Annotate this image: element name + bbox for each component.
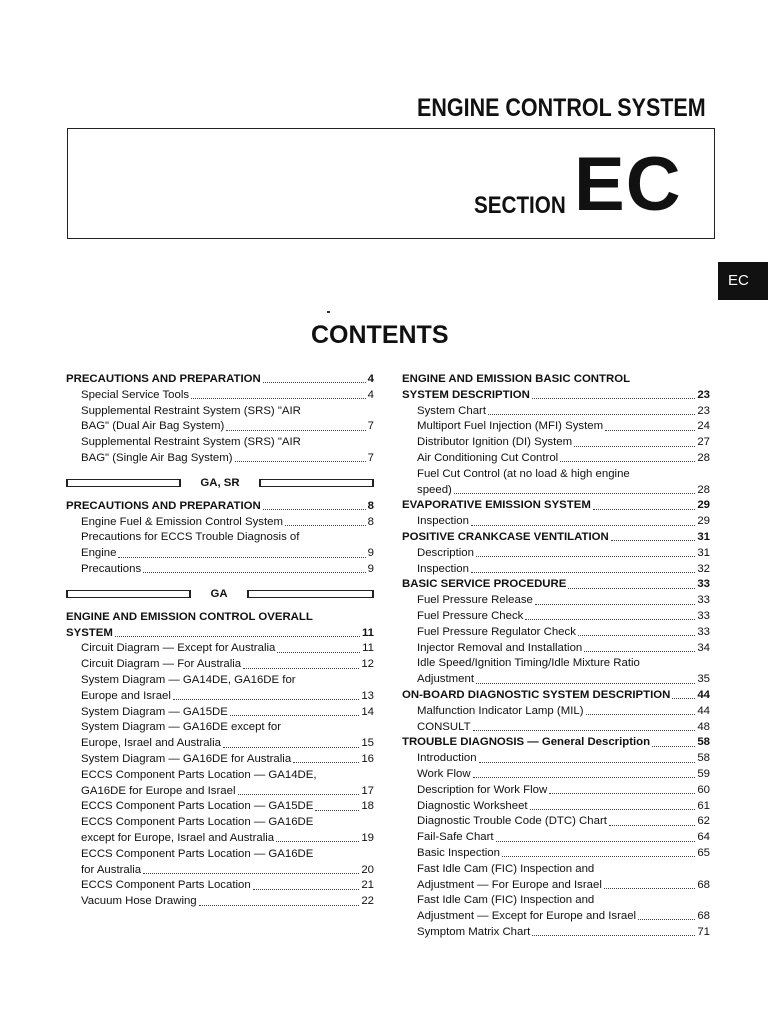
- toc-page-number: 23: [697, 404, 710, 417]
- toc-page-number: 17: [361, 784, 374, 797]
- toc-entry-title: Vacuum Hose Drawing: [81, 895, 197, 908]
- dot-leader: [496, 841, 696, 842]
- toc-page-number: 11: [361, 626, 374, 639]
- toc-page-number: 64: [697, 831, 710, 844]
- dot-leader: [293, 762, 359, 763]
- toc-page-number: 33: [697, 609, 710, 622]
- toc-section-heading: ENGINE AND EMISSION CONTROL OVERALL: [66, 610, 313, 623]
- toc-entry[interactable]: [402, 451, 710, 467]
- toc-left-column: [66, 372, 374, 910]
- toc-entry[interactable]: [402, 814, 710, 830]
- toc-entry-title: Engine Fuel & Emission Control System: [81, 515, 283, 528]
- divider-bar: [66, 479, 181, 487]
- toc-entry-title: CONSULT: [417, 720, 471, 733]
- toc-entry-title: Diagnostic Trouble Code (DTC) Chart: [417, 815, 607, 828]
- toc-entry-title: Malfunction Indicator Lamp (MIL): [417, 704, 584, 717]
- toc-entry[interactable]: [402, 514, 710, 530]
- toc-entry[interactable]: [402, 609, 710, 625]
- toc-entry-title: SYSTEM DESCRIPTION: [402, 388, 530, 401]
- dot-leader: [143, 873, 359, 874]
- engine-group-divider: [66, 578, 374, 610]
- toc-section-heading[interactable]: [402, 530, 710, 546]
- toc-entry-title: speed): [417, 483, 452, 496]
- toc-entry-title: for Australia: [81, 863, 142, 876]
- toc-entry-title: Inspection: [417, 515, 469, 528]
- toc-entry: Fast Idle Cam (FIC) Inspection and: [417, 894, 595, 907]
- toc-entry[interactable]: [402, 751, 710, 767]
- toc-page-number: 62: [697, 815, 710, 828]
- toc-entry-title: Injector Removal and Installation: [417, 641, 583, 654]
- dot-leader: [560, 461, 695, 462]
- toc-entry-title: Fail-Safe Chart: [417, 831, 494, 844]
- toc-entry[interactable]: [66, 546, 374, 562]
- dot-leader: [223, 747, 359, 748]
- toc-entry-title: System Diagram — GA16DE for Australia: [81, 752, 292, 765]
- toc-entry-title: ON-BOARD DIAGNOSTIC SYSTEM DESCRIPTION: [402, 688, 671, 701]
- toc-page-number: 7: [367, 451, 374, 464]
- toc-entry: Supplemental Restraint System (SRS) "AIR: [81, 436, 301, 449]
- section-label: SECTION: [474, 192, 566, 219]
- toc-page-number: 13: [361, 689, 374, 702]
- toc-page-number: 48: [697, 720, 710, 733]
- dot-leader: [473, 777, 696, 778]
- toc-entry[interactable]: [402, 435, 710, 451]
- toc-entry-title: Circuit Diagram — For Australia: [81, 658, 242, 671]
- toc-page-number: 8: [367, 499, 374, 512]
- dot-leader: [574, 446, 695, 447]
- toc-page-number: 4: [367, 388, 374, 401]
- toc-page-number: 31: [697, 546, 710, 559]
- toc-page-number: 19: [361, 831, 374, 844]
- dot-leader: [276, 841, 359, 842]
- dot-leader: [243, 668, 359, 669]
- dot-leader: [488, 414, 695, 415]
- toc-entry-title: BAG" (Single Air Bag System): [81, 451, 233, 464]
- toc-entry-title: Symptom Matrix Chart: [417, 925, 531, 938]
- toc-entry[interactable]: [402, 593, 710, 609]
- toc-entry[interactable]: [402, 909, 710, 925]
- toc-section-heading[interactable]: [402, 688, 710, 704]
- toc-entry-title: PRECAUTIONS AND PREPARATION: [66, 499, 261, 512]
- toc-section-heading: ENGINE AND EMISSION BASIC CONTROL: [402, 373, 631, 385]
- divider-bar: [247, 590, 374, 598]
- dot-leader: [230, 715, 359, 716]
- divider-bar: [259, 479, 374, 487]
- toc-entry[interactable]: [66, 451, 374, 467]
- toc-page-number: 58: [697, 752, 710, 765]
- dot-leader: [173, 699, 359, 700]
- toc-entry[interactable]: [402, 483, 710, 499]
- contents-heading: CONTENTS: [311, 321, 449, 349]
- toc-entry[interactable]: [402, 419, 710, 435]
- toc-entry[interactable]: [66, 894, 374, 910]
- dot-leader: [532, 398, 695, 399]
- section-tab[interactable]: EC: [718, 262, 768, 300]
- toc-entry[interactable]: [402, 672, 710, 688]
- toc-entry-title: Distributor Ignition (DI) System: [417, 436, 573, 449]
- toc-entry-title: System Chart: [417, 404, 486, 417]
- dot-leader: [238, 794, 360, 795]
- toc-entry[interactable]: [402, 562, 710, 578]
- dot-leader: [549, 793, 695, 794]
- toc-entry[interactable]: [66, 736, 374, 752]
- toc-right-column: [402, 372, 710, 941]
- dot-leader: [593, 509, 696, 510]
- dot-leader: [143, 572, 366, 573]
- dot-leader: [604, 888, 695, 889]
- toc-entry[interactable]: [66, 831, 374, 847]
- dot-leader: [454, 493, 695, 494]
- toc-page-number: 14: [361, 705, 374, 718]
- toc-entry-title: Basic Inspection: [417, 846, 500, 859]
- toc-section-heading[interactable]: [402, 735, 710, 751]
- toc-page-number: 12: [361, 658, 374, 671]
- toc-section-heading[interactable]: [66, 626, 374, 642]
- toc-entry-title: Description: [417, 546, 474, 559]
- dot-leader: [476, 683, 695, 684]
- divider-bar: [66, 590, 191, 598]
- toc-entry-title: Fuel Pressure Check: [417, 609, 524, 622]
- toc-entry-title: Special Service Tools: [81, 388, 190, 401]
- dot-leader: [115, 636, 360, 637]
- toc-entry[interactable]: [66, 562, 374, 578]
- toc-entry[interactable]: [402, 846, 710, 862]
- toc-entry[interactable]: [66, 641, 374, 657]
- toc-entry-title: ECCS Component Parts Location: [81, 879, 251, 892]
- toc-entry: System Diagram — GA16DE except for: [81, 721, 282, 734]
- toc-entry[interactable]: [402, 783, 710, 799]
- toc-entry[interactable]: [66, 515, 374, 531]
- toc-entry[interactable]: [402, 404, 710, 420]
- toc-section-heading[interactable]: [402, 498, 710, 514]
- toc-entry[interactable]: [66, 657, 374, 673]
- engine-group-divider: [66, 467, 374, 499]
- stray-dot: [327, 311, 330, 313]
- dot-leader: [118, 557, 365, 558]
- dot-leader: [235, 461, 366, 462]
- toc-entry[interactable]: [66, 799, 374, 815]
- dot-leader: [611, 540, 696, 541]
- toc-page-number: 27: [697, 436, 710, 449]
- toc-entry[interactable]: [402, 641, 710, 657]
- dot-leader: [199, 905, 360, 906]
- toc-page-number: 21: [361, 879, 374, 892]
- toc-entry: ECCS Component Parts Location — GA16DE: [81, 847, 314, 860]
- toc-section-heading[interactable]: [402, 577, 710, 593]
- dot-leader: [471, 572, 695, 573]
- toc-page-number: 32: [697, 562, 710, 575]
- toc-page-number: 18: [361, 800, 374, 813]
- toc-entry-title: PRECAUTIONS AND PREPARATION: [66, 373, 261, 385]
- toc-page-number: 9: [367, 547, 374, 560]
- toc-page-number: 16: [361, 752, 374, 765]
- toc-entry-title: Work Flow: [417, 767, 471, 780]
- toc-entry-title: Introduction: [417, 752, 477, 765]
- dot-leader: [532, 935, 695, 936]
- toc-entry: Fast Idle Cam (FIC) Inspection and: [417, 862, 595, 875]
- toc-page-number: 22: [361, 895, 374, 908]
- toc-page-number: 44: [697, 688, 710, 701]
- toc-entry: Precautions for ECCS Trouble Diagnosis of: [81, 531, 300, 544]
- toc-entry-title: Diagnostic Worksheet: [417, 799, 528, 812]
- toc-page-number: 71: [697, 925, 710, 938]
- dot-leader: [263, 382, 366, 383]
- toc-entry: Fuel Cut Control (at no load & high engine: [417, 467, 630, 480]
- toc-entry-title: Description for Work Flow: [417, 783, 548, 796]
- toc-entry[interactable]: [402, 546, 710, 562]
- toc-page-number: 11: [362, 642, 374, 655]
- toc-entry-title: BAG" (Dual Air Bag System): [81, 420, 225, 433]
- dot-leader: [479, 762, 696, 763]
- toc-entry-title: Circuit Diagram — Except for Australia: [81, 642, 276, 655]
- document-title: ENGINE CONTROL SYSTEM: [417, 94, 706, 122]
- toc-entry[interactable]: [66, 784, 374, 800]
- toc-page-number: 68: [697, 878, 710, 891]
- toc-page-number: 29: [697, 499, 710, 512]
- toc-page-number: 35: [697, 673, 710, 686]
- toc-entry-title: Engine: [81, 547, 117, 560]
- toc-entry-title: Precautions: [81, 562, 142, 575]
- toc-section-heading[interactable]: [66, 499, 374, 515]
- toc-page-number: 65: [697, 846, 710, 859]
- dot-leader: [672, 698, 695, 699]
- toc-entry[interactable]: [66, 388, 374, 404]
- toc-page-number: 34: [697, 641, 710, 654]
- toc-entry[interactable]: [66, 419, 374, 435]
- toc-page-number: 9: [367, 562, 374, 575]
- toc-page-number: 28: [697, 483, 710, 496]
- toc-page-number: 20: [361, 863, 374, 876]
- toc-section-heading[interactable]: [402, 388, 710, 404]
- toc-entry-title: Fuel Pressure Regulator Check: [417, 625, 576, 638]
- toc-entry[interactable]: [402, 799, 710, 815]
- toc-entry-title: Adjustment — For Europe and Israel: [417, 878, 602, 891]
- toc-entry: Supplemental Restraint System (SRS) "AIR: [81, 404, 301, 417]
- toc-entry[interactable]: [402, 704, 710, 720]
- toc-entry-title: SYSTEM: [66, 626, 113, 639]
- divider-label: GA, SR: [200, 476, 240, 489]
- toc-entry: Idle Speed/Ignition Timing/Idle Mixture Ratio: [417, 657, 640, 670]
- toc-entry: System Diagram — GA14DE, GA16DE for: [81, 673, 296, 686]
- toc-entry-title: except for Europe, Israel and Australia: [81, 831, 275, 844]
- toc-page-number: 7: [367, 420, 374, 433]
- toc-entry: ECCS Component Parts Location — GA16DE: [81, 816, 314, 829]
- divider-label: GA: [210, 587, 228, 600]
- toc-entry-title: BASIC SERVICE PROCEDURE: [402, 578, 567, 591]
- toc-page-number: 29: [697, 515, 710, 528]
- toc-entry[interactable]: [402, 625, 710, 641]
- dot-leader: [471, 525, 695, 526]
- toc-page-number: 15: [361, 737, 374, 750]
- toc-entry[interactable]: [402, 767, 710, 783]
- toc-entry-title: Multiport Fuel Injection (MFI) System: [417, 420, 604, 433]
- toc-page-number: 23: [697, 388, 710, 401]
- dot-leader: [568, 588, 695, 589]
- dot-leader: [473, 730, 696, 731]
- dot-leader: [584, 651, 695, 652]
- toc-section-heading[interactable]: [66, 372, 374, 388]
- dot-leader: [253, 889, 360, 890]
- toc-page-number: 59: [697, 767, 710, 780]
- toc-entry-title: Fuel Pressure Release: [417, 594, 533, 607]
- toc-entry-title: TROUBLE DIAGNOSIS — General Description: [402, 736, 651, 749]
- dot-leader: [578, 635, 695, 636]
- toc-entry-title: System Diagram — GA15DE: [81, 705, 228, 718]
- toc-page-number: 44: [697, 704, 710, 717]
- dot-leader: [191, 398, 366, 399]
- toc-page-number: 68: [697, 910, 710, 923]
- toc-entry-title: Inspection: [417, 562, 469, 575]
- dot-leader: [535, 604, 695, 605]
- dot-leader: [476, 556, 695, 557]
- toc-page-number: 33: [697, 625, 710, 638]
- toc-page-number: 33: [697, 594, 710, 607]
- toc-entry-title: Air Conditioning Cut Control: [417, 451, 559, 464]
- dot-leader: [609, 825, 695, 826]
- dot-leader: [638, 919, 695, 920]
- dot-leader: [226, 430, 365, 431]
- toc-page-number: 4: [367, 373, 374, 385]
- toc-entry[interactable]: [66, 752, 374, 768]
- toc-entry[interactable]: [66, 878, 374, 894]
- dot-leader: [502, 856, 695, 857]
- dot-leader: [263, 509, 366, 510]
- toc-entry[interactable]: [402, 720, 710, 736]
- dot-leader: [525, 619, 695, 620]
- toc-page-number: 60: [697, 783, 710, 796]
- dot-leader: [652, 746, 695, 747]
- dot-leader: [605, 430, 695, 431]
- toc-entry-title: GA16DE for Europe and Israel: [81, 784, 236, 797]
- toc-entry[interactable]: [402, 925, 710, 941]
- toc-page-number: 28: [697, 451, 710, 464]
- toc-entry[interactable]: [402, 878, 710, 894]
- toc-entry-title: Adjustment — Except for Europe and Israel: [417, 910, 637, 923]
- toc-entry-title: POSITIVE CRANKCASE VENTILATION: [402, 530, 609, 543]
- toc-page-number: 58: [697, 736, 710, 749]
- dot-leader: [315, 810, 359, 811]
- toc-entry-title: Europe, Israel and Australia: [81, 737, 221, 750]
- section-code: EC: [574, 142, 682, 227]
- toc-page-number: 33: [697, 578, 710, 591]
- toc-entry[interactable]: [402, 830, 710, 846]
- dot-leader: [285, 525, 366, 526]
- toc-entry-title: ECCS Component Parts Location — GA15DE: [81, 800, 314, 813]
- dot-leader: [586, 714, 696, 715]
- toc-page-number: 61: [697, 799, 710, 812]
- toc-entry-title: Europe and Israel: [81, 689, 171, 702]
- toc-entry-title: Adjustment: [417, 673, 474, 686]
- dot-leader: [277, 652, 360, 653]
- toc-entry[interactable]: [66, 705, 374, 721]
- toc-entry: ECCS Component Parts Location — GA14DE,: [81, 768, 317, 781]
- toc-page-number: 31: [697, 530, 710, 543]
- dot-leader: [530, 809, 696, 810]
- toc-page-number: 8: [367, 515, 374, 528]
- toc-entry[interactable]: [66, 863, 374, 879]
- toc-entry-title: EVAPORATIVE EMISSION SYSTEM: [402, 499, 591, 512]
- toc-page-number: 24: [697, 420, 710, 433]
- toc-entry[interactable]: [66, 689, 374, 705]
